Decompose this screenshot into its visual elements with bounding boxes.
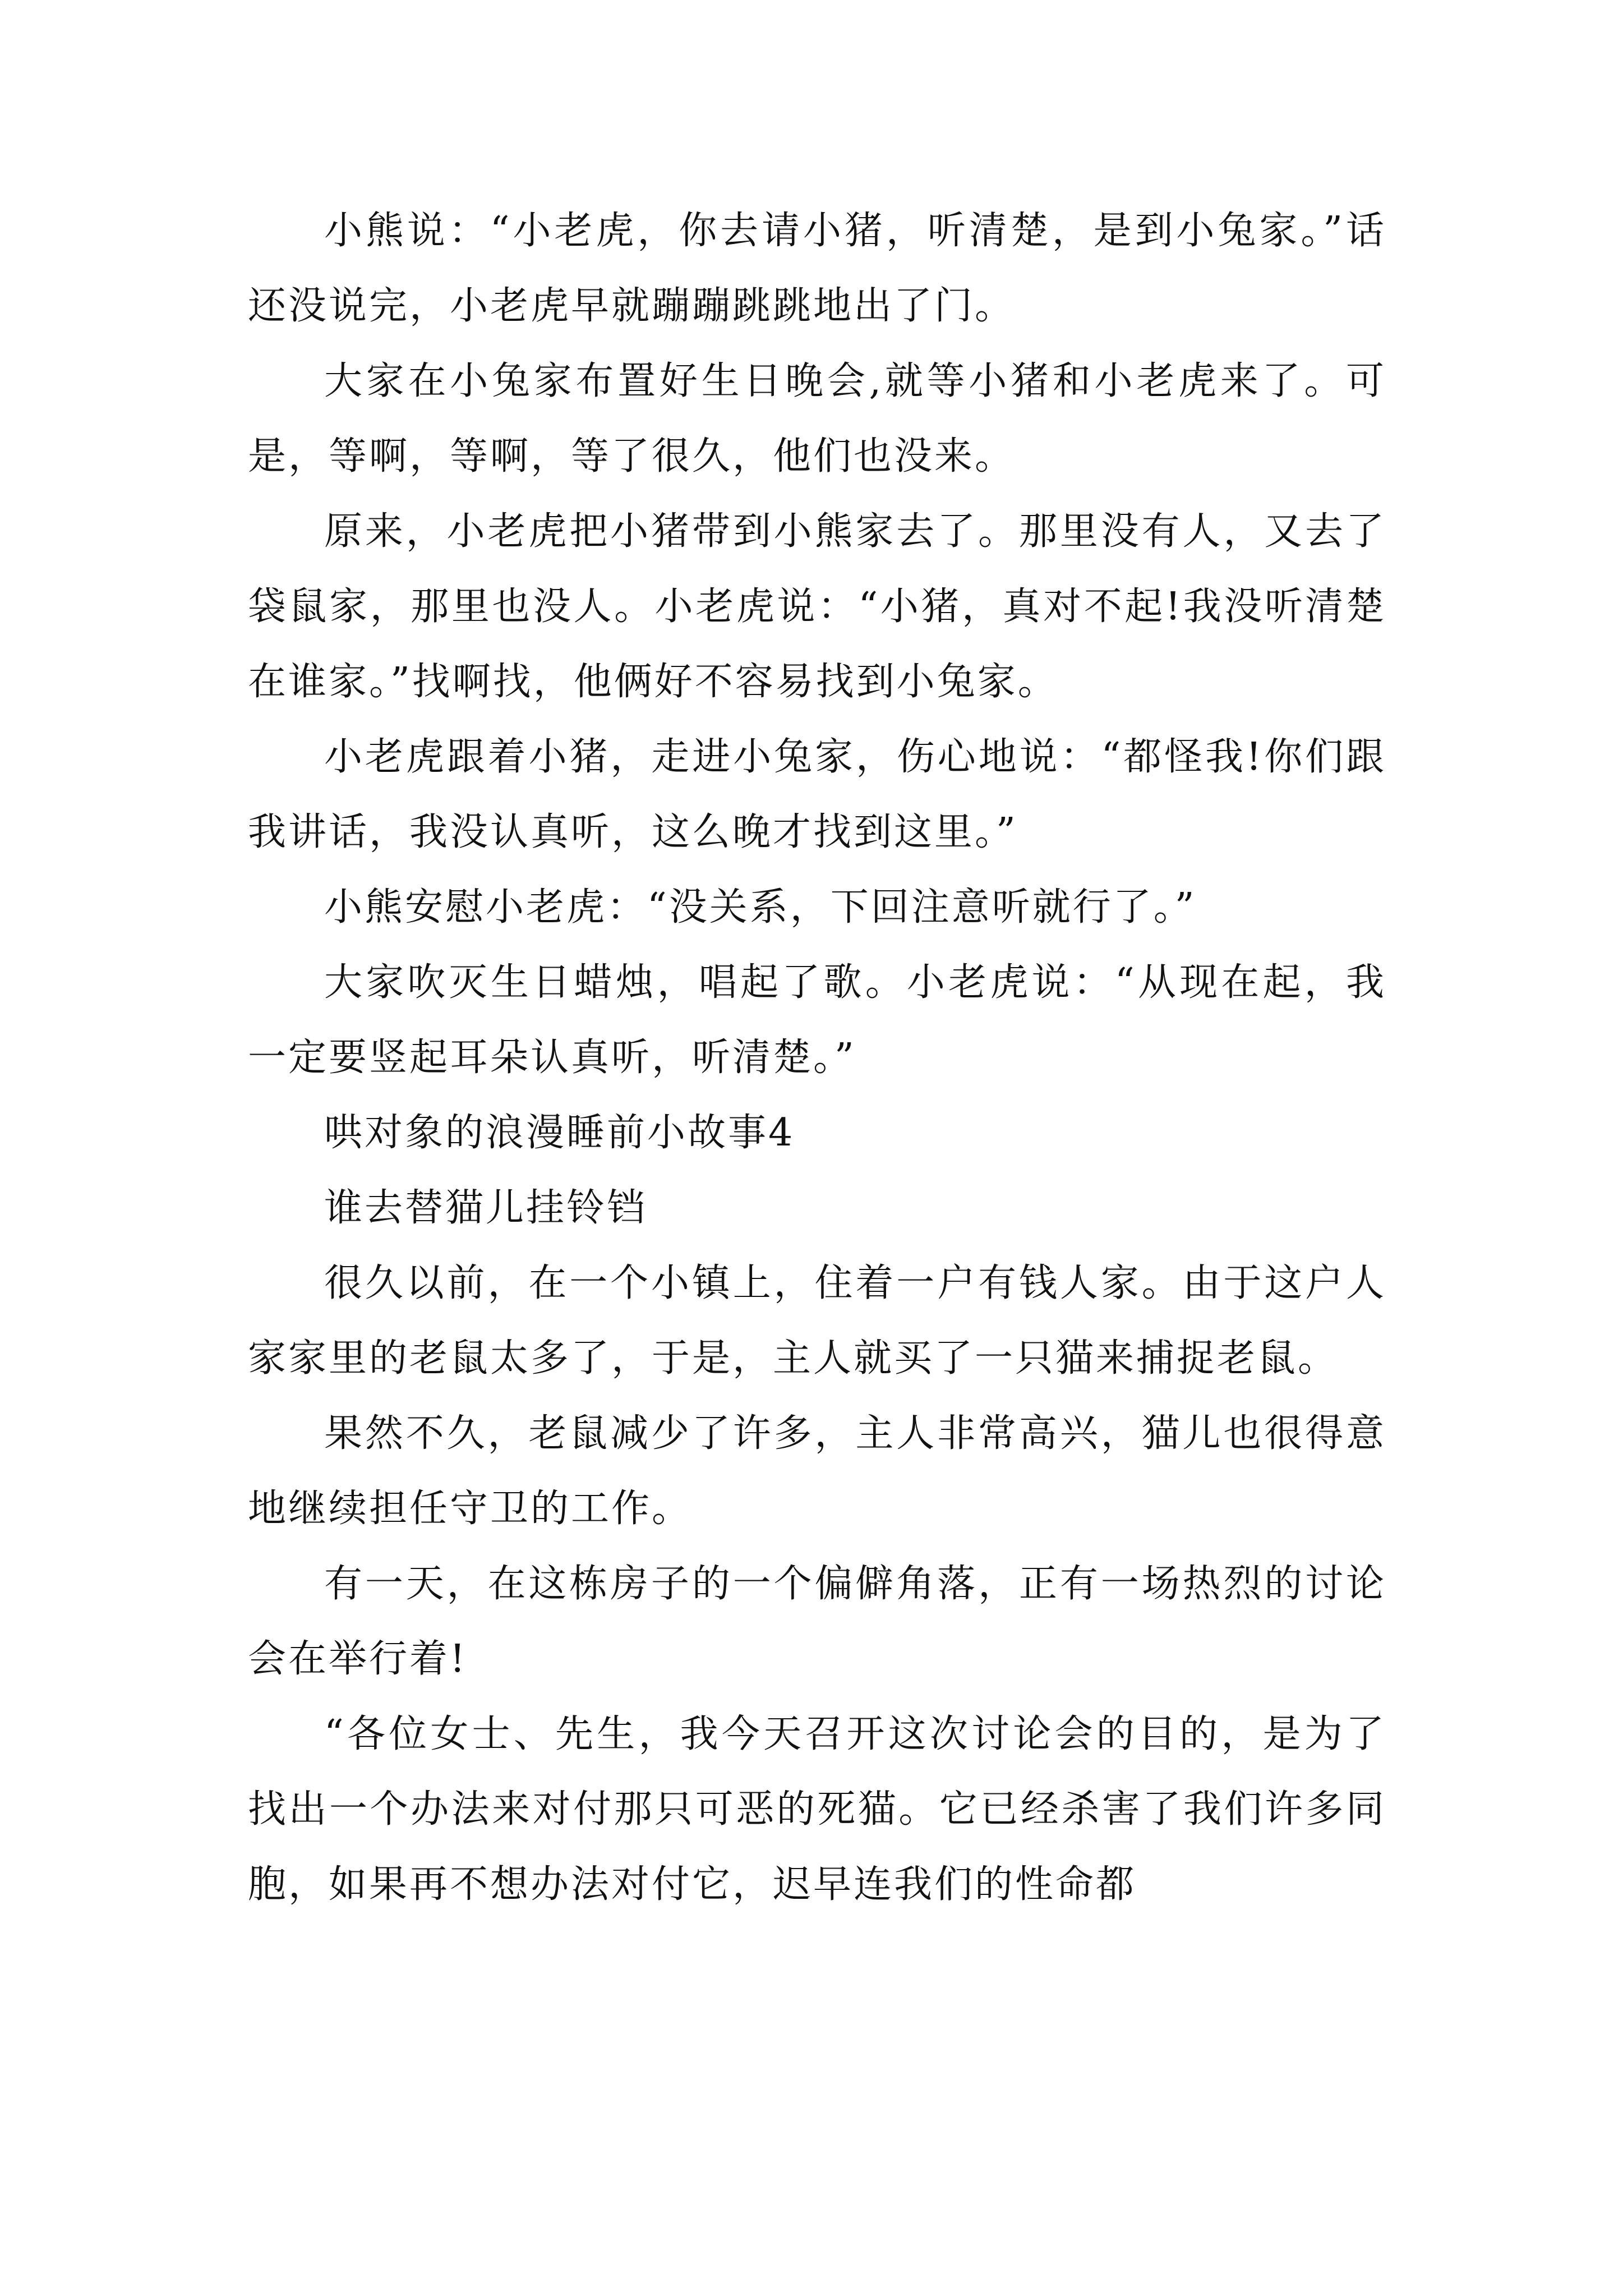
paragraph: 大家吹灭生日蜡烛，唱起了歌。小老虎说：“从现在起，我一定要竖起耳朵认真听，听清楚。” bbox=[248, 960, 1386, 1080]
paragraph: “各位女士、先生，我今天召开这次讨论会的目的，是为了找出一个办法来对付那只可恶的死猫。它已经杀害了我们许多同胞，如果再不想办法对付它，迟早连我们的性命都 bbox=[248, 1712, 1386, 1907]
paragraph: 小熊说：“小老虎，你去请小猪，听清楚，是到小兔家。”话还没说完，小老虎早就蹦蹦跳跳地出了门。 bbox=[248, 209, 1386, 328]
paragraph: 小熊安慰小老虎：“没关系，下回注意听就行了。” bbox=[324, 885, 1197, 930]
document-body bbox=[248, 194, 1386, 1922]
paragraph: 很久以前，在一个小镇上，住着一户有钱人家。由于这户人家家里的老鼠太多了，于是，主人就买了一只猫来捕捉老鼠。 bbox=[248, 1261, 1386, 1381]
section-heading: 哄对象的浪漫睡前小故事4 bbox=[324, 1111, 795, 1155]
story-title: 谁去替猫儿挂铃铛 bbox=[324, 1186, 648, 1230]
paragraph: 果然不久，老鼠减少了许多，主人非常高兴，猫儿也很得意地继续担任守卫的工作。 bbox=[248, 1411, 1386, 1531]
paragraph: 大家在小兔家布置好生日晚会,就等小猪和小老虎来了。可是，等啊，等啊，等了很久，他们也没来。 bbox=[248, 359, 1386, 478]
paragraph: 原来，小老虎把小猪带到小熊家去了。那里没有人，又去了袋鼠家，那里也没人。小老虎说：“小猪，真对不起!我没听清楚在谁家。”找啊找，他俩好不容易找到小兔家。 bbox=[248, 509, 1386, 704]
paragraph: 小老虎跟着小猪，走进小兔家，伤心地说：“都怪我!你们跟我讲话，我没认真听，这么晚才找到这里。” bbox=[248, 735, 1386, 854]
paragraph: 有一天，在这栋房子的一个偏僻角落，正有一场热烈的讨论会在举行着! bbox=[248, 1562, 1386, 1681]
